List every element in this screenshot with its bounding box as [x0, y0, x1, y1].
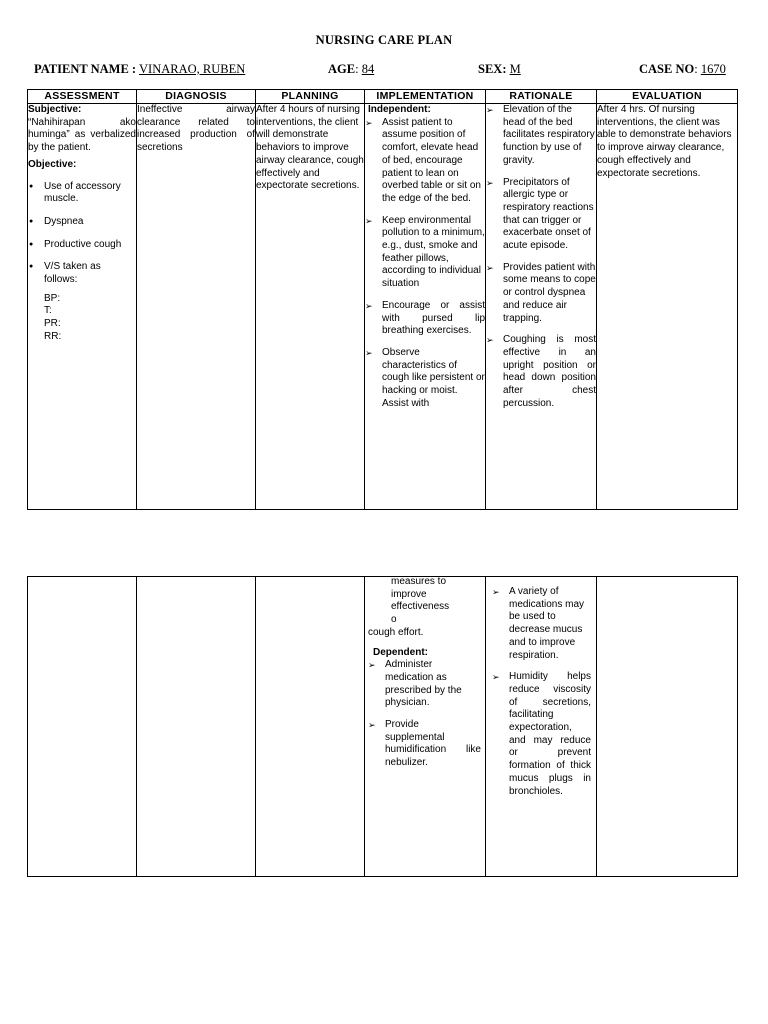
care-plan-table-page-1: [27, 89, 738, 510]
patient-name-value: VINARAO, RUBEN: [139, 62, 246, 76]
patient-name-field: [34, 62, 245, 77]
care-plan-table-page-2: [27, 576, 738, 877]
column-header-diagnosis: DIAGNOSIS: [137, 90, 256, 104]
vital-pr: PR:: [44, 318, 61, 330]
diagnosis-text: Ineffective airway clearance related to increased production of secretions: [137, 104, 255, 154]
list-item: ➢ Administer medication as prescribed by the physician.: [368, 659, 481, 710]
document-title: NURSING CARE PLAN: [315, 33, 453, 47]
sex-value: M: [509, 62, 521, 76]
continued-line: measures to: [391, 576, 447, 587]
list-item: ➢ Assist patient to assume position of comfort, elevate head of bed, encourage patient to lean on overbed table or sit on the edge of the bed.: [365, 117, 485, 206]
list-item: ➢ Keep environmental pollution to a minimum, e.g., dust, smoke and feather pillows, according to individual situation: [365, 215, 485, 291]
list-item: ● Dyspnea: [28, 216, 136, 229]
list-item: ➢ Elevation of the head of the bed facilitates respiratory function by use of gravity.: [486, 104, 596, 168]
continued-line: effectiveness o: [391, 601, 450, 626]
implementation-list: [365, 117, 485, 411]
rationale-cell: [486, 104, 597, 510]
continued-line: cough effort.: [368, 626, 424, 638]
vital-bp: BP:: [44, 292, 61, 304]
list-item: ➢ A variety of medications may be used to decrease mucus and to improve respiration.: [492, 586, 591, 662]
list-item: ➢ Provide supplemental humidification like nebulizer.: [368, 719, 481, 770]
column-header-assessment: ASSESSMENT: [28, 90, 137, 104]
planning-cell-empty: [256, 577, 365, 877]
list-item: ➢ Encourage or assist with pursed lip breathing exercises.: [365, 300, 485, 338]
subjective-text: “Nahihirapan ako huminga” as verbalized by the patient.: [28, 116, 136, 154]
list-item: ➢ Precipitators of allergic type or respiratory reactions that can trigger or exacerbate onset of acute episode.: [486, 177, 596, 253]
assessment-cell-empty: [28, 577, 137, 877]
case-no-field: CASE NO: 1670: [639, 62, 726, 76]
sex-label: SEX:: [478, 62, 507, 76]
dependent-list: [368, 659, 481, 770]
independent-label: Independent:: [368, 104, 431, 115]
implementation-cell: [365, 104, 486, 510]
diagnosis-cell: [137, 104, 256, 510]
list-item: ● Productive cough: [28, 239, 136, 252]
list-item: ➢ Observe characteristics of cough like persistent or hacking or moist. Assist with: [365, 347, 485, 411]
objective-label: Objective:: [28, 158, 77, 170]
evaluation-text: After 4 hrs. Of nursing interventions, the client was able to demonstrate behaviors to improve airway clearance, cough effectively and expectorate secretions.: [597, 104, 732, 179]
rationale-cell: [486, 577, 597, 877]
evaluation-cell: [597, 104, 738, 510]
list-item: ● V/S taken as follows:: [28, 261, 136, 286]
patient-name-label: PATIENT NAME :: [34, 62, 137, 76]
column-header-planning: PLANNING: [256, 90, 365, 104]
implementation-cell: [365, 577, 486, 877]
column-header-rationale: RATIONALE: [486, 90, 597, 104]
evaluation-cell-empty: [597, 577, 738, 877]
assessment-cell: [28, 104, 137, 510]
age-label: AGE: [328, 62, 356, 76]
table-row: [28, 104, 738, 510]
objective-list: [28, 181, 136, 287]
vitals-list: [28, 293, 136, 344]
age-field: AGE: 84: [328, 62, 375, 76]
list-item: ➢ Provides patient with some means to cope or control dyspnea and reduce air trapping.: [486, 262, 596, 326]
table-row: [28, 577, 738, 877]
column-header-implementation: IMPLEMENTATION: [365, 90, 486, 104]
rationale-list: [492, 586, 591, 798]
vital-temp: T:: [44, 305, 52, 317]
table-header-row: [28, 90, 738, 104]
age-value: 84: [361, 62, 375, 76]
rationale-list: [486, 104, 596, 410]
planning-text: After 4 hours of nursing interventions, the client will demonstrate behaviors to improve airway clearance, cough effectively and expectorate secretions.: [256, 104, 364, 192]
case-no-value: 1670: [700, 62, 726, 76]
list-item: ➢ Humidity helps reduce viscosity of secretions, facilitating expectoration, and may reduce or prevent formation of thick mucus plugs in bronchioles.: [492, 671, 591, 798]
dependent-label: Dependent:: [373, 646, 428, 658]
continued-line: improve: [391, 588, 427, 600]
subjective-label: Subjective:: [28, 104, 82, 115]
vital-rr: RR:: [44, 330, 62, 342]
case-no-label: CASE NO: [639, 62, 695, 76]
implementation-continued: [368, 576, 481, 640]
column-header-evaluation: EVALUATION: [597, 90, 738, 104]
list-item: ● Use of accessory muscle.: [28, 181, 136, 206]
sex-field: [478, 62, 521, 77]
diagnosis-cell-empty: [137, 577, 256, 877]
planning-cell: [256, 104, 365, 510]
list-item: ➢ Coughing is most effective in an upright position or head down position after chest percussion.: [486, 334, 596, 410]
